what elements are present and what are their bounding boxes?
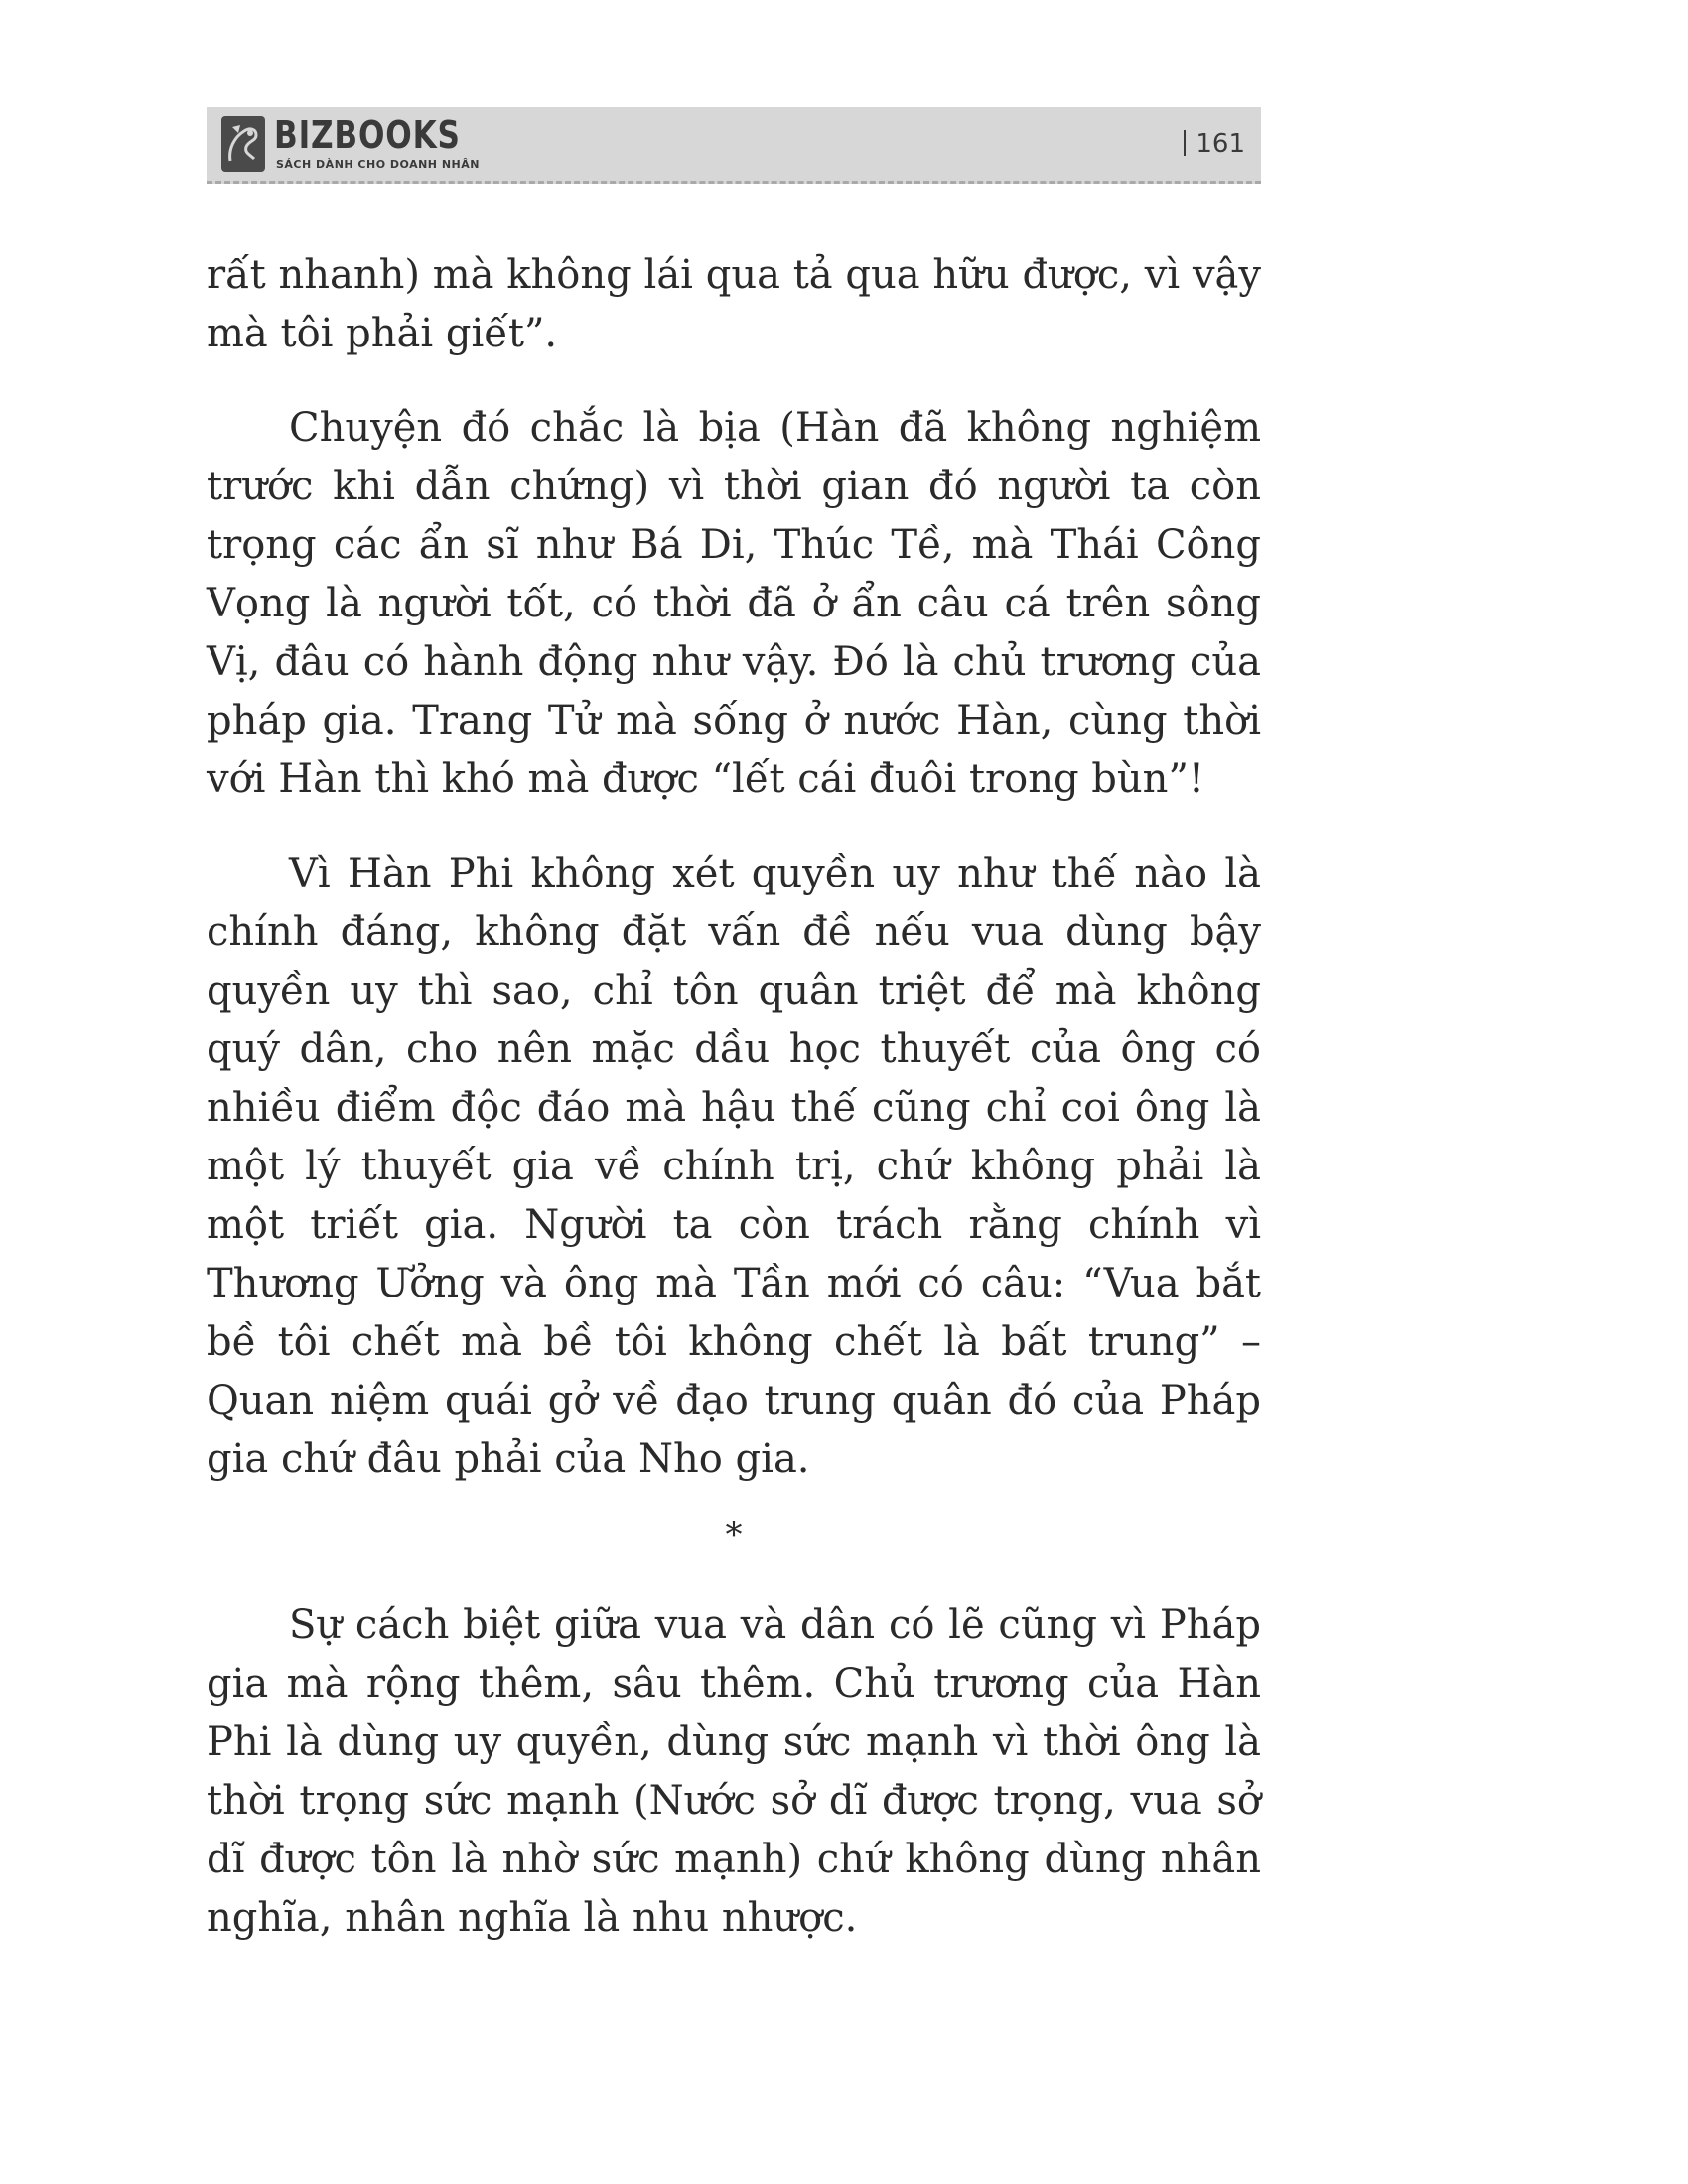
page-number-value: 161 <box>1196 129 1245 159</box>
brand-name: BIZBOOKS <box>274 113 461 157</box>
page-header <box>207 107 1261 184</box>
paragraph-continuation: rất nhanh) mà không lái qua tả qua hữu được, vì vậy mà tôi phải giết”. <box>207 252 1261 356</box>
page-number-divider <box>1184 130 1186 156</box>
page-body <box>207 246 1261 1948</box>
section-separator: * <box>725 1515 743 1555</box>
paragraph: Sự cách biệt giữa vua và dân có lẽ cũng vì Pháp gia mà rộng thêm, sâu thêm. Chủ trương của Hàn Phi là dùng uy quyền, dùng sức mạnh vì thời ông là thời trọng sức mạnh (Nước sở dĩ được trọng, vua sở dĩ được tôn là nhờ sức mạnh) chứ không dùng nhân nghĩa, nhân nghĩa là nhu nhược. <box>207 1602 1261 1941</box>
paragraph: Vì Hàn Phi không xét quyền uy như thế nào là chính đáng, không đặt vấn đề nếu vua dùng bậy quyền uy thì sao, chỉ tôn quân triệt để mà không quý dân, cho nên mặc dầu học thuyết của ông có nhiều điểm độc đáo mà hậu thế cũng chỉ coi ông là một lý thuyết gia về chính trị, chứ không phải là một triết gia. Người ta còn trách rằng chính vì Thương Ưởng và ông mà Tần mới có câu: “Vua bắt bề tôi chết mà bề tôi không chết là bất trung” – Quan niệm quái gở về đạo trung quân đó của Pháp gia chứ đâu phải của Nho gia. <box>207 851 1261 1482</box>
paragraph: Chuyện đó chắc là bịa (Hàn đã không nghiệm trước khi dẫn chứng) vì thời gian đó người ta còn trọng các ẩn sĩ như Bá Di, Thúc Tề, mà Thái Công Vọng là người tốt, có thời đã ở ẩn câu cá trên sông Vị, đâu có hành động như vậy. Đó là chủ trương của pháp gia. Trang Tử mà sống ở nước Hàn, cùng thời với Hàn thì khó mà được “lết cái đuôi trong bùn”! <box>207 405 1261 802</box>
page-number <box>1184 129 1245 159</box>
bizbooks-logo-icon <box>220 115 266 173</box>
brand-tagline: SÁCH DÀNH CHO DOANH NHÂN <box>276 158 480 171</box>
